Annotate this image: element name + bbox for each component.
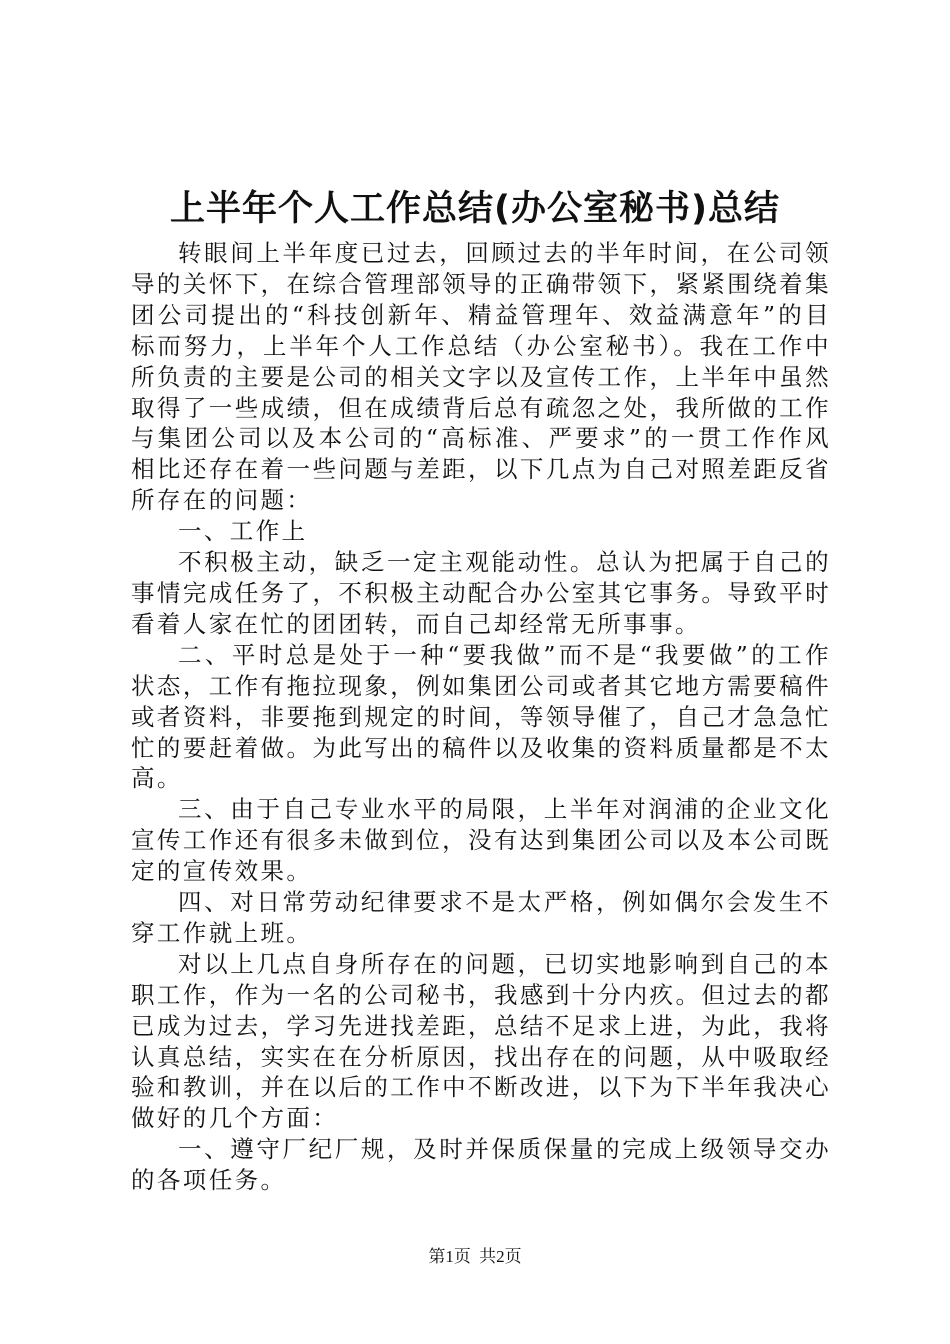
- page-total: 共2页: [479, 1247, 522, 1266]
- paragraph: 对以上几点自身所存在的问题，已切实地影响到自己的本职工作，作为一名的公司秘书，我感到十分内疚。但过去的都已成为过去，学习先进找差距，总结不足求上进，为此，我将认真总结，实实在在分析原因，找出存在的问题，从中吸取经验和教训，并在以后的工作中不断改进，以下为下半年我决心做好的几个方面：: [131, 949, 831, 1133]
- document-title: 上半年个人工作总结(办公室秘书)总结: [170, 189, 780, 229]
- paragraph: 不积极主动，缺乏一定主观能动性。总认为把属于自己的事情完成任务了，不积极主动配合办公室其它事务。导致平时看着人家在忙的团团转，而自己却经常无所事事。: [131, 548, 831, 638]
- paragraph: 转眼间上半年度已过去，回顾过去的半年时间，在公司领导的关怀下，在综合管理部领导的正确带领下，紧紧围绕着集团公司提出的“科技创新年、精益管理年、效益满意年”的目标而努力，上半年个人工作总结（办公室秘书）。我在工作中所负责的主要是公司的相关文字以及宣传工作，上半年中虽然取得了一些成绩，但在成绩背后总有疏忽之处，我所做的工作与集团公司以及本公司的“高标准、严要求”的一贯工作作风相比还存在着一些问题与差距，以下几点为自己对照差距反省所存在的问题：: [131, 239, 831, 515]
- paragraph: 三、由于自己专业水平的局限，上半年对润浦的企业文化宣传工作还有很多未做到位，没有达到集团公司以及本公司既定的宣传效果。: [131, 795, 831, 886]
- document-body: [131, 238, 831, 1196]
- paragraph: 二、平时总是处于一种“要我做”而不是“我要做”的工作状态，工作有拖拉现象，例如集团公司或者其它地方需要稿件或者资料，非要拖到规定的时间，等领导催了，自己才急急忙忙的要赶着做。为此写出的稿件以及收集的资料质量都是不太高。: [131, 640, 831, 793]
- page-footer: [0, 1246, 950, 1268]
- page-number: 第1页: [428, 1247, 471, 1266]
- paragraph: 四、对日常劳动纪律要求不是太严格，例如偶尔会发生不穿工作就上班。: [131, 888, 831, 947]
- section-heading: 一、工作上: [178, 517, 308, 546]
- paragraph: 一、遵守厂纪厂规，及时并保质保量的完成上级领导交办的各项任务。: [131, 1135, 831, 1195]
